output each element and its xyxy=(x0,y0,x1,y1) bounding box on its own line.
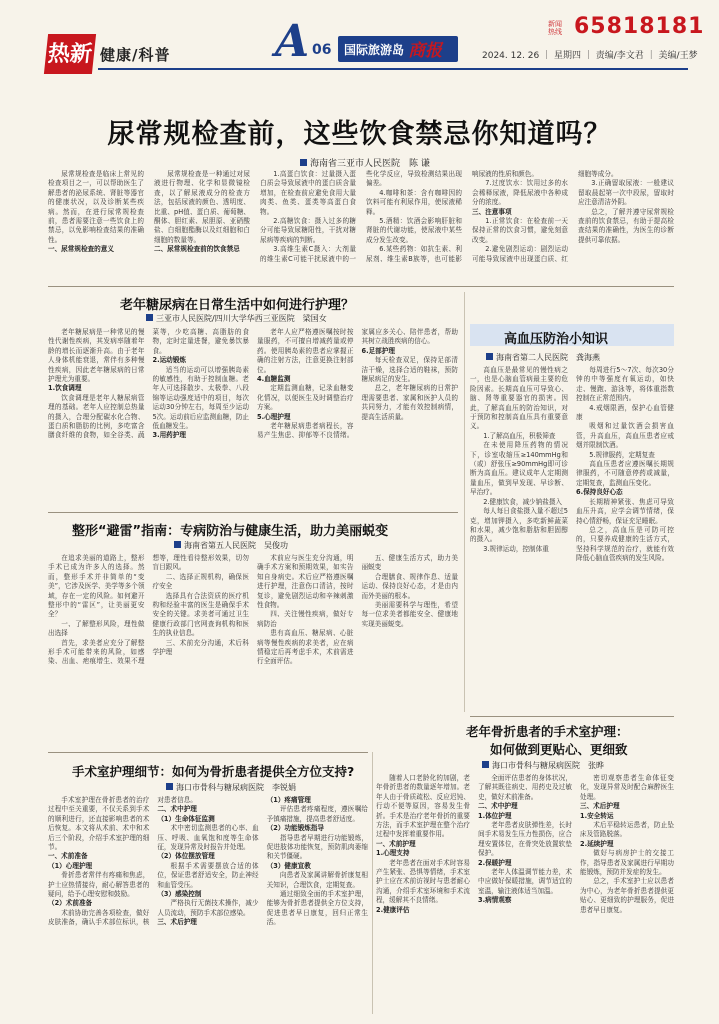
article-paragraph: 随着人口老龄化的加剧，老年骨折患者的数量逐年增加。老年人由于骨质疏松、反应迟钝、行动不便等原因，容易发生骨折。手术是治疗老年骨折的重要方法，而手术室护理在整个治疗过程中发挥着重要作用。 xyxy=(376,774,470,839)
diabetes-article-title: 老年糖尿病在日常生活中如何进行护理？ xyxy=(120,298,355,313)
article-paragraph: 1.饮食调理 xyxy=(48,384,82,393)
article-paragraph: 7.过度饮水：饮用过多的水会稀释尿液，降低尿液中各种成分的浓度。 xyxy=(472,179,568,207)
or-nursing-byline xyxy=(166,782,296,793)
article-paragraph: 患有高血压、糖尿病、心脏病等慢性疾病的求美者，应在病情稳定后再考虑手术，术前需进行全面评估。 xyxy=(257,629,354,666)
article-paragraph: 尿常规检查是临床上常见的检查项目之一，可以帮助医生了解患者的泌尿系统、肾脏等器官的健康状况，以及诊断某些疾病。然而，在进行尿常规检查前，患者需要注意一些饮食上的禁忌，以免影响检查结果的准确性。 xyxy=(48,170,144,244)
article-paragraph: （1）生命体征监测 xyxy=(157,814,215,823)
article-paragraph: 适当的运动可以增强胰岛素的敏感性，有助于控制血糖。老年人可选择散步、太极拳、八段锦等运动强度适中的项目，每次运动30分钟左右，每周至少运动5次。运动前后应监测血糖，防止低血糖发生。 xyxy=(152,365,250,431)
article-paragraph: （1）心理护理 xyxy=(48,861,93,870)
header-rule xyxy=(98,68,688,70)
article-paragraph: 通过细致全面的手术室护理，能够为骨折患者提供全方位支持，促进患者早日康复，回归正常生活。 xyxy=(266,890,368,927)
article-paragraph: 三、术后护理 xyxy=(157,918,197,927)
article-paragraph: 2.运动锻炼 xyxy=(152,356,186,365)
article-paragraph: 术前协助完善各项检查，做好皮肤准备，确认手术部位标识，核对患者信息。 xyxy=(48,796,197,927)
page-number: 06 xyxy=(312,42,332,58)
fracture-byline xyxy=(482,760,604,771)
article-paragraph: 术中密切监测患者的心率、血压、呼吸、血氧饱和度等生命体征，发现异常及时报告并处理。 xyxy=(157,824,259,852)
issue-designer: 美编/王梦 xyxy=(658,51,698,61)
divider xyxy=(48,286,674,287)
article-paragraph: 在未使用降压药物的情况下，诊室收缩压≥140mmHg和（或）舒张压≥90mmHg即可诊断为高血压。建议成年人定期测量血压，做到早发现、早诊断、早治疗。 xyxy=(470,441,568,497)
or-nursing-byline-text: 海口市骨科与糖尿病医院 李锐娟 xyxy=(176,783,296,792)
article-paragraph: 选择具有合法资质的医疗机构和经验丰富的医生是确保手术安全的关键。求美者可通过卫生健康行政部门官网查询机构和医生的执业信息。 xyxy=(152,591,249,638)
article-paragraph: 总之，了解并遵守尿常规检查前的饮食禁忌，有助于提高检查结果的准确性，为医生的诊断提供可靠依据。 xyxy=(578,207,674,244)
or-nursing-article-body xyxy=(48,796,368,1010)
article-paragraph: 1.正常饮食：在检查前一天保持正常的饮食习惯，避免刻意改变。 xyxy=(472,217,568,244)
hotline-number: 65818181 xyxy=(574,14,705,39)
article-paragraph: 在追求美丽的道路上，整形手术已成为许多人的选择。然而，整形手术并非简单的“变美”，它涉及医学、美学等多个领域，存在一定的风险。如何避开整形中的“雷区”，让美丽更安全？ xyxy=(48,554,145,619)
article-paragraph: 老年人应严格遵医嘱按时按量服药，不可擅自增减药量或停药。使用胰岛素的患者应掌握正确的注射方法，注意更换注射部位。 xyxy=(257,328,354,374)
article-paragraph: 老年糖尿病患者病程长，容易产生焦虑、抑郁等不良情绪。家属应多关心、陪伴患者，帮助其树立战胜疾病的信心。 xyxy=(257,328,458,440)
article-paragraph: 高血压患者应遵医嘱长期规律服药，不可随意停药或减量，定期复查，监测血压变化。 xyxy=(576,460,674,487)
article-paragraph: 5.酒精：饮酒会影响肝脏和肾脏的代谢功能，使尿液中某些成分发生改变。 xyxy=(366,217,462,244)
byline-square-icon xyxy=(174,541,181,548)
hypertension-byline xyxy=(486,352,600,363)
main-byline xyxy=(300,156,430,169)
article-paragraph: 3.用药护理 xyxy=(152,431,186,440)
article-paragraph: 合理膳食、规律作息、适量运动、保持良好心态，才是由内而外美丽的根本。 xyxy=(361,572,458,600)
main-article-body xyxy=(48,170,674,282)
article-paragraph: 指导患者早期进行功能锻炼，促进肢体功能恢复，预防肌肉萎缩和关节僵硬。 xyxy=(266,833,368,861)
article-paragraph: 密切观察患者生命体征变化，发现异常及时配合麻醉医生处理。 xyxy=(580,774,674,801)
page-letter: A xyxy=(275,16,310,67)
byline-square-icon xyxy=(482,761,489,768)
article-paragraph: 老年患者在面对手术时容易产生紧张、恐惧等情绪，手术室护士应在术前访视时与患者耐心沟通，介绍手术室环境和手术流程，缓解其不良情绪。 xyxy=(376,858,470,905)
article-paragraph: 1.安全转运 xyxy=(580,811,614,820)
article-paragraph: 二、尿常规检查前的饮食禁忌 xyxy=(154,245,240,254)
fracture-byline-text: 海口市骨科与糖尿病医院 张晔 xyxy=(492,761,604,770)
column-divider xyxy=(464,292,465,712)
diabetes-article-body xyxy=(48,328,458,508)
main-byline-text: 海南省三亚市人民医院 陈 谦 xyxy=(310,159,430,169)
byline-square-icon xyxy=(166,783,173,790)
diabetes-byline-text: 三亚市人民医院/四川大学华西三亚医院 梁国女 xyxy=(156,314,327,323)
article-paragraph: 2.健康饮食，减少钠盐摄入 xyxy=(483,497,563,506)
article-paragraph: 总之，高血压是可防可控的，只要养成健康的生活方式，坚持科学规范的治疗，就能有效降低心脑血管疾病的发生风险。 xyxy=(576,525,674,563)
article-paragraph: 2.高糖饮食：摄入过多的糖分可能导致尿糖阳性，干扰对糖尿病等疾病的判断。 xyxy=(260,217,356,244)
article-paragraph: 做好与病房护士的交接工作，指导患者及家属进行早期功能锻炼，预防并发症的发生。 xyxy=(580,849,674,877)
article-paragraph: 4.戒烟限酒，保护心血管健康 xyxy=(576,403,674,422)
article-paragraph: 根据手术需要摆放合适的体位，保证患者舒适安全，防止神经和血管受压。 xyxy=(157,861,259,889)
issue-editor: 责编/李文君 xyxy=(595,51,644,61)
article-paragraph: 三、术前充分沟通，术后科学护理 xyxy=(152,638,249,657)
article-paragraph: 4.血糖监测 xyxy=(257,375,291,384)
hypertension-byline-text: 海南省第二人民医院 龚海燕 xyxy=(496,353,600,362)
divider xyxy=(470,716,674,717)
article-paragraph: 吸烟和过量饮酒会损害血管，升高血压，高血压患者应戒烟并限制饮酒。 xyxy=(576,422,674,450)
issue-weekday: 星期四 xyxy=(554,51,582,61)
article-paragraph: （2）术前准备 xyxy=(48,899,93,908)
article-paragraph: 严格执行无菌技术操作，减少人员流动，预防手术部位感染。 xyxy=(157,899,259,917)
article-paragraph: 一、术前准备 xyxy=(48,852,88,861)
article-paragraph: 向患者及家属讲解骨折康复相关知识，合理饮食，定期复查。 xyxy=(266,871,368,889)
fracture-article-title: 老年骨折患者的手术室护理： xyxy=(466,724,629,739)
article-paragraph: 4.咖啡和茶：含有咖啡因的饮料可能有利尿作用，使尿液稀释。 xyxy=(366,188,462,216)
article-paragraph: 二、术中护理 xyxy=(157,805,197,814)
article-paragraph: 骨折患者常伴有疼痛和焦虑，护士应热情接待，耐心解答患者的疑问，给予心理安慰和鼓励。 xyxy=(48,871,150,899)
article-paragraph: 美丽需要科学与理性，希望每一位求美者都能安全、健康地实现美丽蜕变。 xyxy=(361,601,458,628)
article-paragraph: （2）体位摆放管理 xyxy=(157,852,215,861)
article-paragraph: 二、选择正规机构，确保医疗安全 xyxy=(152,572,249,591)
article-paragraph: 术前应与医生充分沟通，明确手术方案和预期效果，如实告知自身病史。术后应严格遵医嘱进行护理，注意伤口清洁，按时复诊，避免剧烈运动和辛辣刺激性食物。 xyxy=(257,554,354,610)
article-paragraph: 6.足部护理 xyxy=(361,346,395,355)
article-paragraph: 3.规律运动，控制体重 xyxy=(483,544,549,553)
article-paragraph: （3）健康宣教 xyxy=(266,861,311,870)
article-paragraph: 3.高维生素C摄入：大剂量的维生素C可能干扰尿液中的一些化学反应，导致检测结果出现偏差。 xyxy=(260,170,462,263)
diabetes-byline xyxy=(146,313,327,324)
article-paragraph: 高血压是最常见的慢性病之一，也是心脑血管病最主要的危险因素。长期高血压可导致心、脑、肾等重要器官的损害。因此，了解高血压的防治知识，对于预防和控制高血压具有重要意义。 xyxy=(470,366,568,431)
article-paragraph: 一、术前护理 xyxy=(376,839,416,848)
byline-square-icon xyxy=(146,314,153,321)
paper-script-logo: 商报 xyxy=(408,41,442,61)
article-paragraph: 5.心理护理 xyxy=(257,412,291,421)
article-paragraph: 五、健康生活方式，助力美丽蜕变 xyxy=(361,554,458,572)
hypertension-article-body xyxy=(470,366,674,708)
article-paragraph: 1.了解高血压，积极筛查 xyxy=(483,431,556,440)
article-paragraph: 手术室护理在骨折患者的治疗过程中至关重要，不仅关系到手术的顺利进行，还直接影响患者的术后恢复。本文将从术前、术中和术后三个阶段，介绍手术室护理的细节。 xyxy=(48,796,150,852)
article-paragraph: 尿常规检查是一种通过对尿液进行物理、化学和显微镜检查，以了解尿液成分的检查方法，包括尿液的颜色、透明度、比重、pH值、蛋白质、葡萄糖、酮体、胆红素、尿胆原、亚硝酸盐、白细胞酯酶以及红细胞和白细胞的数量等。 xyxy=(154,170,250,244)
section-logo: 热新 xyxy=(44,34,96,74)
cosmetic-byline xyxy=(174,540,288,551)
article-paragraph: 长期精神紧张、焦虑可导致血压升高，应学会调节情绪，保持心情舒畅，保证充足睡眠。 xyxy=(576,497,674,525)
article-paragraph: （2）功能锻炼指导 xyxy=(266,824,324,833)
article-paragraph: 一、了解整形风险，理性做出选择 xyxy=(48,619,145,638)
article-paragraph: 2.延续护理 xyxy=(580,839,614,848)
article-paragraph: 2.避免剧烈运动：剧烈运动可能导致尿液中出现蛋白质、红细胞等成分。 xyxy=(472,170,618,263)
article-paragraph: 饮食调理是老年人糖尿病管理的基础。老年人应控制总热量的摄入，合理分配碳水化合物、蛋白质和脂肪的比例，多吃富含膳食纤维的食物，如全谷类、蔬菜等，少吃高糖、高脂肪的食物，定时定量进餐，避免暴饮暴食。 xyxy=(48,328,249,440)
article-paragraph: 1.高蛋白饮食：过量摄入蛋白质会导致尿液中的蛋白质含量增加，在检查前应避免食用大量肉类、鱼类、蛋类等高蛋白食物。 xyxy=(260,170,356,216)
article-paragraph: 每周进行5～7次、每次30分钟的中等强度有氧运动，如快走、慢跑、游泳等，将体重指数控制在正常范围内。 xyxy=(576,366,674,403)
divider xyxy=(48,512,458,513)
issue-meta: 2024. 12. 26 ｜ 星期四 ｜ 责编/李文君 ｜ 美编/王梦 xyxy=(482,51,698,61)
article-paragraph: 一、尿常规检查的意义 xyxy=(48,245,114,254)
article-paragraph: 2.保暖护理 xyxy=(478,858,512,867)
article-paragraph: 每天检查双足，保持足部清洁干燥，选择合适的鞋袜，预防糖尿病足的发生。 xyxy=(361,356,458,384)
fracture-article-body xyxy=(376,774,674,1010)
divider xyxy=(48,752,368,753)
fracture-article-title-line2: 如何做到更贴心、更细致 xyxy=(490,742,628,757)
article-paragraph: 6.保持良好心态 xyxy=(576,488,623,497)
article-paragraph: 三、注意事项 xyxy=(472,207,512,216)
cosmetic-byline-text: 海南省第五人民医院 吴俊功 xyxy=(184,541,288,550)
cosmetic-article-body xyxy=(48,554,458,746)
article-paragraph: 3.病情观察 xyxy=(478,896,512,905)
article-paragraph: 老年患者皮肤弹性差，长时间手术易发生压力性损伤，应合理安置体位，在骨突处放置软垫保护。 xyxy=(478,821,572,858)
article-paragraph: 评估患者疼痛程度，遵医嘱给予镇痛措施，提高患者舒适度。 xyxy=(266,805,368,823)
issue-date: 2024. 12. 26 xyxy=(482,51,540,61)
page-headline: 尿常规检查前，这些饮食禁忌你知道吗？ xyxy=(107,119,612,150)
article-paragraph: 二、术中护理 xyxy=(478,802,518,811)
article-paragraph: 首先，求美者应充分了解整形手术可能带来的风险，如感染、出血、疤痕增生、效果不理想等，理性看待整形效果，切勿盲目跟风。 xyxy=(48,554,249,666)
paper-name: 国际旅游岛 xyxy=(344,43,405,57)
section-title: 健康/科普 xyxy=(100,46,171,64)
article-paragraph: 老年糖尿病是一种常见的慢性代谢性疾病，其发病率随着年龄的增长而逐渐升高。由于老年人身体机能衰退，常伴有多种慢性疾病，因此老年糖尿病的日常护理尤为重要。 xyxy=(48,328,145,384)
article-paragraph: 总之，手术室护士应以患者为中心，为老年骨折患者提供更贴心、更细致的护理服务，促进患者早日康复。 xyxy=(580,877,674,914)
article-paragraph: 每人每日食盐摄入量不超过5克，增加钾摄入，多吃新鲜蔬菜和水果，减少饱和脂肪和胆固醇的摄入。 xyxy=(470,507,568,544)
column-divider xyxy=(372,752,373,1014)
hotline-label: 新闻热线 xyxy=(548,20,562,36)
hypertension-article-title: 高血压防治小知识 xyxy=(504,332,609,347)
article-paragraph: 三、术后护理 xyxy=(580,802,620,811)
article-paragraph: 术后平稳转运患者，防止坠床及管路脱落。 xyxy=(580,821,674,839)
or-nursing-article-title: 手术室护理细节：如何为骨折患者提供全方位支持? xyxy=(72,764,355,779)
article-paragraph: 定期监测血糖，记录血糖变化情况，以便医生及时调整治疗方案。 xyxy=(257,384,354,412)
article-paragraph: （3）感染控制 xyxy=(157,890,202,899)
article-paragraph: 四、关注慢性疾病，做好专病防治 xyxy=(257,610,354,628)
article-paragraph: 2.健康评估 xyxy=(376,905,410,914)
article-paragraph: 老年人体温调节能力差，术中应做好保暖措施，调节适宜的室温，输注液体适当加温。 xyxy=(478,868,572,895)
article-paragraph: 5.规律服药，定期复查 xyxy=(589,450,655,459)
article-paragraph: 全面评估患者的身体状况，了解其既往病史、用药史及过敏史，做好术前准备。 xyxy=(478,774,572,801)
article-paragraph: （1）疼痛管理 xyxy=(266,796,311,804)
cosmetic-article-title: 整形“避雷”指南：专病防治与健康生活，助力美丽蜕变 xyxy=(72,524,389,539)
byline-square-icon xyxy=(486,353,493,360)
article-paragraph: 6.某些药物：如抗生素、利尿剂、维生素B族等，也可能影响尿液的性质和颜色。 xyxy=(366,170,538,263)
article-paragraph: 总之，老年糖尿病的日常护理需要患者、家属和医护人员的共同努力，才能有效控制病情，提高生活质量。 xyxy=(361,384,458,421)
byline-square-icon xyxy=(300,159,307,166)
article-paragraph: 1.心理支持 xyxy=(376,849,410,858)
article-paragraph: 1.体位护理 xyxy=(478,811,512,820)
article-paragraph: 3.正确留取尿液：一般建议留取晨起第一次中段尿，留取时应注意清洁外阴。 xyxy=(578,179,674,207)
